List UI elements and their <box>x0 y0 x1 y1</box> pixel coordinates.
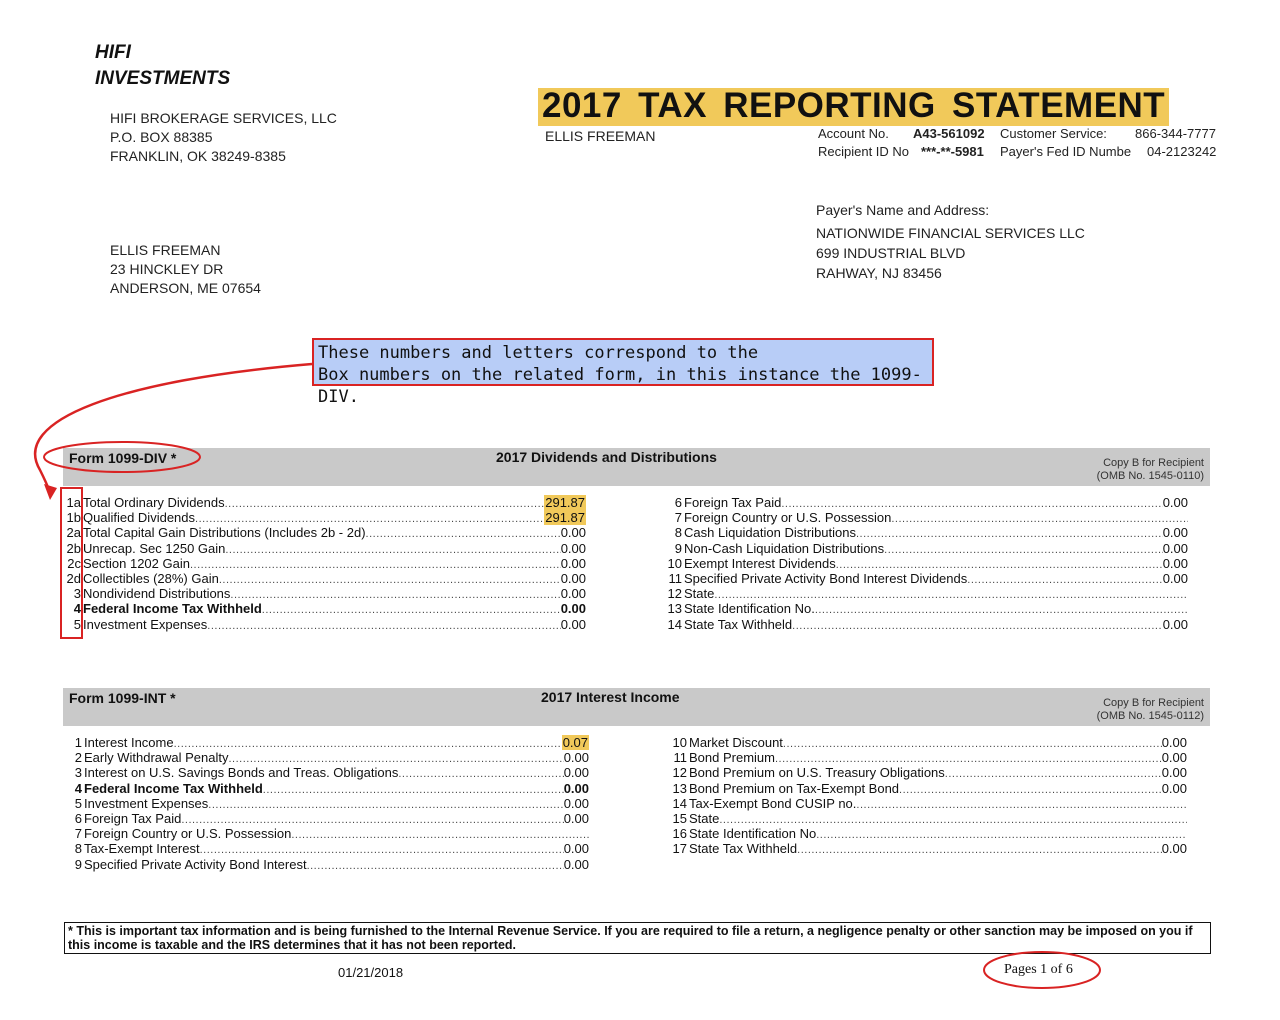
box-line-14 <box>667 796 1187 811</box>
div-copy-line-2: (OMB No. 1545-0110) <box>1096 470 1204 482</box>
box-line-1 <box>66 735 589 750</box>
brand-line-1: HIFI <box>95 42 131 63</box>
box-label: State Identification No. <box>684 601 815 617</box>
box-line-7 <box>66 826 589 841</box>
box-label: Total Capital Gain Distributions (Includes 2b - 2d) <box>83 525 366 541</box>
box-line-2c <box>60 556 586 571</box>
box-label: Exempt Interest Dividends <box>684 555 836 571</box>
box-number: 2a <box>66 525 81 541</box>
box-number: 5 <box>73 616 81 632</box>
box-value: 291.87 <box>545 510 585 526</box>
div-section-header <box>63 448 1210 486</box>
int-section-header <box>63 688 1210 726</box>
box-number: 4 <box>73 601 81 617</box>
box-value: 0.00 <box>563 765 589 781</box>
box-number: 14 <box>667 616 682 632</box>
box-number: 9 <box>74 856 82 872</box>
box-number: 13 <box>672 780 687 796</box>
box-number: 4 <box>74 780 82 796</box>
customer-service-value: 866-344-7777 <box>1135 126 1216 141</box>
brand-logo-text <box>95 40 230 92</box>
recipient-id-label: Recipient ID No <box>818 144 910 159</box>
recipient-address-block <box>110 241 261 298</box>
recipient-address-line-2: ANDERSON, ME 07654 <box>110 280 261 296</box>
int-copy-note <box>1097 697 1204 723</box>
dot-leader <box>792 619 1163 634</box>
box-label: Federal Income Tax Withheld <box>84 780 263 796</box>
payer-address-line-2: RAHWAY, NJ 83456 <box>816 265 942 281</box>
payer-address-block <box>816 200 1085 283</box>
box-value: 0.00 <box>563 841 589 857</box>
box-value: 0.00 <box>1161 841 1187 857</box>
box-value: 0.00 <box>560 540 586 556</box>
box-line-1b <box>60 510 586 525</box>
box-line-1a <box>60 495 586 510</box>
annotation-line-1: These numbers and letters correspond to the <box>318 343 759 363</box>
annotation-callout <box>312 338 934 407</box>
box-label: Interest Income <box>84 735 174 750</box>
customer-service-label: Customer Service: <box>1000 126 1107 141</box>
box-label: Investment Expenses <box>84 795 209 811</box>
box-number: 12 <box>667 586 682 602</box>
box-number: 12 <box>672 765 687 781</box>
box-line-13 <box>662 601 1188 616</box>
box-value: 0.00 <box>1161 750 1187 766</box>
box-label: State Tax Withheld <box>689 841 798 857</box>
recipient-name: ELLIS FREEMAN <box>110 242 221 258</box>
box-line-7 <box>662 510 1188 525</box>
box-label: Bond Premium on Tax-Exempt Bond <box>689 780 900 796</box>
box-label: Tax-Exempt Interest <box>84 841 200 857</box>
box-label: Foreign Tax Paid <box>84 811 182 826</box>
box-label: Section 1202 Gain <box>83 555 190 571</box>
box-number: 3 <box>74 765 82 781</box>
box-line-11 <box>662 571 1188 586</box>
box-value: 0.00 <box>1162 540 1188 556</box>
box-number: 3 <box>73 586 81 602</box>
box-value: 0.00 <box>1161 765 1187 781</box>
box-label: Unrecap. Sec 1250 Gain <box>83 540 226 556</box>
box-label: State Tax Withheld <box>684 616 793 632</box>
dot-leader <box>797 843 1162 858</box>
box-value: 0.00 <box>560 571 586 586</box>
box-label: Federal Income Tax Withheld <box>83 601 262 617</box>
box-line-4 <box>60 601 586 616</box>
box-number: 2c <box>67 555 81 571</box>
box-label: Total Ordinary Dividends <box>83 495 225 510</box>
box-number: 6 <box>674 495 682 510</box>
box-label: State <box>689 811 720 826</box>
box-number: 9 <box>674 540 682 556</box>
payer-fed-id-value: 04-2123242 <box>1147 144 1217 159</box>
box-value: 0.00 <box>563 811 589 826</box>
recipient-name-top: ELLIS FREEMAN <box>545 128 656 144</box>
box-value: 0.00 <box>560 555 586 571</box>
box-line-10 <box>662 556 1188 571</box>
box-number: 1a <box>66 495 81 510</box>
box-number: 6 <box>74 811 82 826</box>
box-line-8 <box>66 841 589 856</box>
box-value: 0.00 <box>563 780 589 796</box>
box-line-4 <box>66 781 589 796</box>
box-line-12 <box>662 586 1188 601</box>
box-number: 10 <box>672 735 687 750</box>
box-line-2b <box>60 541 586 556</box>
box-number: 14 <box>672 795 687 811</box>
box-label: Interest on U.S. Savings Bonds and Treas. Obligations <box>84 765 399 781</box>
box-label: Non-Cash Liquidation Distributions <box>684 540 885 556</box>
box-label: Qualified Dividends <box>83 510 196 526</box>
payer-fed-id-label: Payer's Fed ID Numbe <box>1000 144 1132 159</box>
box-label: Cash Liquidation Distributions <box>684 525 856 541</box>
account-label: Account No. <box>818 126 889 141</box>
box-value: 0.00 <box>1162 495 1188 510</box>
div-copy-line-1: Copy B for Recipient <box>1103 457 1204 469</box>
recipient-address-line-1: 23 HINCKLEY DR <box>110 261 224 277</box>
box-line-15 <box>667 811 1187 826</box>
box-line-16 <box>667 826 1187 841</box>
box-number: 17 <box>672 841 687 857</box>
box-line-12 <box>667 765 1187 780</box>
account-value: A43-561092 <box>913 126 985 141</box>
recipient-id-value: ***-**-5981 <box>921 144 984 159</box>
box-value: 291.87 <box>545 495 585 510</box>
box-number: 8 <box>74 841 82 857</box>
brand-line-2: INVESTMENTS <box>95 68 231 89</box>
box-number: 11 <box>668 571 682 586</box>
box-line-10 <box>667 735 1187 750</box>
box-number: 2d <box>66 571 81 586</box>
box-value: 0.00 <box>560 525 586 541</box>
broker-address-line-2: FRANKLIN, OK 38249-8385 <box>110 148 286 164</box>
box-number: 5 <box>74 795 82 811</box>
box-value: 0.00 <box>563 750 589 766</box>
div-copy-note <box>1097 457 1204 483</box>
div-form-label: Form 1099-DIV * <box>69 450 177 466</box>
box-line-11 <box>667 750 1187 765</box>
box-value: 0.00 <box>563 856 589 872</box>
box-number: 1b <box>66 510 81 526</box>
statement-date: 01/21/2018 <box>338 965 404 980</box>
box-label: Nondividend Distributions <box>83 586 231 602</box>
box-value: 0.07 <box>562 735 588 750</box>
box-value: 0.00 <box>560 601 586 617</box>
dot-leader <box>307 859 564 874</box>
box-line-14 <box>662 617 1188 632</box>
box-line-8 <box>662 525 1188 540</box>
box-label: Tax-Exempt Bond CUSIP no. <box>689 795 857 811</box>
box-label: Bond Premium on U.S. Treasury Obligations <box>689 765 945 781</box>
box-line-3 <box>66 765 589 780</box>
box-value: 0.00 <box>1161 735 1187 750</box>
box-number: 16 <box>672 826 687 842</box>
box-label: Foreign Country or U.S. Possession <box>84 826 292 842</box>
broker-name: HIFI BROKERAGE SERVICES, LLC <box>110 110 337 126</box>
arrow-head-icon <box>44 484 57 500</box>
box-number: 2 <box>74 750 82 766</box>
box-value: 0.00 <box>563 795 589 811</box>
payer-name: NATIONWIDE FINANCIAL SERVICES LLC <box>816 225 1085 241</box>
box-line-5 <box>60 617 586 632</box>
box-label: Bond Premium <box>689 750 775 766</box>
box-line-5 <box>66 796 589 811</box>
box-label: Market Discount <box>689 735 783 750</box>
box-number: 11 <box>673 750 687 766</box>
box-value: 0.00 <box>1162 525 1188 541</box>
box-line-9 <box>66 857 589 872</box>
box-number: 15 <box>672 811 687 826</box>
box-line-6 <box>66 811 589 826</box>
box-line-6 <box>662 495 1188 510</box>
box-number: 1 <box>74 735 82 750</box>
box-line-13 <box>667 781 1187 796</box>
box-label: Investment Expenses <box>83 616 208 632</box>
box-label: Specified Private Activity Bond Interest <box>84 856 307 872</box>
box-value: 0.00 <box>1162 555 1188 571</box>
box-number: 8 <box>674 525 682 541</box>
box-label: Specified Private Activity Bond Interest Dividends <box>684 571 968 586</box>
box-number: 10 <box>667 555 682 571</box>
box-value: 0.00 <box>1161 780 1187 796</box>
box-value: 0.00 <box>560 616 586 632</box>
page-indicator: Pages 1 of 6 <box>1004 962 1073 977</box>
box-value: 0.00 <box>560 586 586 602</box>
box-number: 2b <box>66 540 81 556</box>
box-number: 13 <box>667 601 682 617</box>
broker-address-block <box>110 109 337 166</box>
box-label: Early Withdrawal Penalty <box>84 750 229 766</box>
box-label: Foreign Country or U.S. Possession <box>684 510 892 526</box>
int-form-label: Form 1099-INT * <box>69 690 176 706</box>
irs-notice: * This is important tax information and is being furnished to the Internal Revenue Service. If you are required to file a return, a negligence penalty or other sanction may be imposed on you if this income is taxable and the IRS determines that it has not been reported. <box>64 922 1211 954</box>
box-number: 7 <box>674 510 682 526</box>
payer-heading: Payer's Name and Address: <box>816 202 990 218</box>
int-copy-line-1: Copy B for Recipient <box>1103 697 1204 709</box>
int-section-title: 2017 Interest Income <box>541 689 680 705</box>
dot-leader <box>207 619 560 634</box>
box-line-17 <box>667 841 1187 856</box>
box-line-2a <box>60 525 586 540</box>
box-line-9 <box>662 541 1188 556</box>
int-copy-line-2: (OMB No. 1545-0112) <box>1096 710 1204 722</box>
annotation-line-2: Box numbers on the related form, in this instance the 1099-DIV. <box>318 365 922 407</box>
box-line-2 <box>66 750 589 765</box>
box-label: State Identification No <box>689 826 817 842</box>
box-label: Foreign Tax Paid <box>684 495 782 510</box>
payer-address-line-1: 699 INDUSTRIAL BLVD <box>816 245 966 261</box>
box-value: 0.00 <box>1162 571 1188 586</box>
div-section-title: 2017 Dividends and Distributions <box>496 449 717 465</box>
box-line-2d <box>60 571 586 586</box>
box-value: 0.00 <box>1162 616 1188 632</box>
box-label: Collectibles (28%) Gain <box>83 571 219 586</box>
broker-address-line-1: P.O. BOX 88385 <box>110 129 213 145</box>
box-number: 7 <box>74 826 82 842</box>
box-label: State <box>684 586 715 602</box>
box-line-3 <box>60 586 586 601</box>
statement-title: 2017 TAX REPORTING STATEMENT <box>538 88 1169 126</box>
